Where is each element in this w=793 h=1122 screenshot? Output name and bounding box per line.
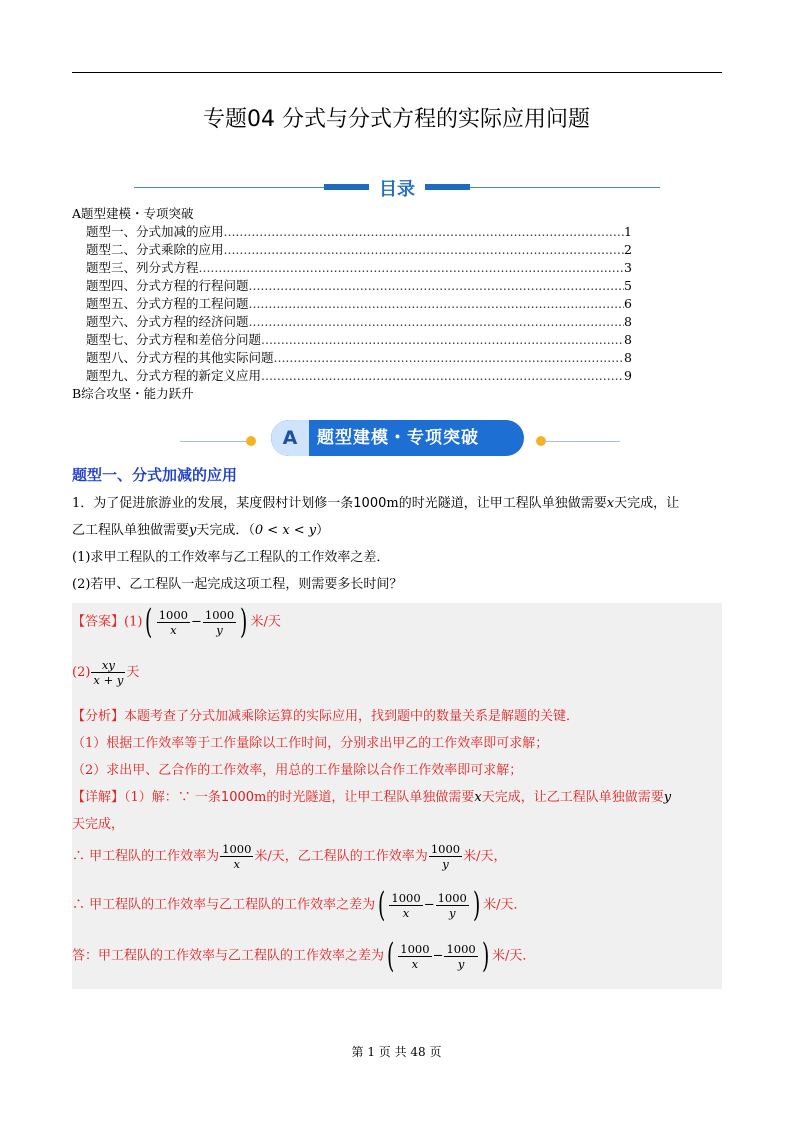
toc-group-b[interactable]: B综合攻坚・能力跃升 — [72, 386, 194, 401]
toc-heading — [134, 176, 660, 198]
detail-line-conclusion: 答：甲工程队的工作效率与乙工程队的工作效率之差为( $\frac{1000}{x}$ − $\frac{1000}{y}$ ) 米/天． — [72, 936, 536, 976]
page-footer: 第 1 页 共 48 页 — [351, 1045, 442, 1059]
section-title: 题型一、分式加减的应用 — [72, 466, 238, 484]
toc-item[interactable]: 题型五、分式方程的工程问题 ..... 6 — [72, 295, 632, 313]
toc-item[interactable]: 题型三、列分式方程 ..... 3 — [72, 259, 632, 277]
table-of-contents — [72, 205, 632, 403]
banner-line-right — [544, 441, 620, 442]
toc-group-a[interactable]: A题型建模・专项突破 — [72, 206, 194, 221]
toc-item[interactable]: 题型二、分式乘除的应用 ..... 2 — [72, 241, 632, 259]
toc-item[interactable]: 题型九、分式方程的新定义应用 ..... 9 — [72, 367, 632, 385]
banner-dot-left — [246, 436, 256, 446]
answer-line-1: 【答案】(1)( $\frac{1000}{x}$ − $\frac{1000}{y}$ ) 米/天 — [72, 602, 281, 642]
analysis-block: 【分析】本题考查了分式加减乘除运算的实际应用，找到题中的数量关系是解题的关键． （1）根据工作效率等于工作量除以工作时间，分别求出甲乙的工作效率即可求解； （2）求出甲、乙合作的工作效率，用总的工作量除以合作工作效率即可求解； 【详解】（1）解：∵ 一条1000m的时光隧道，让甲工程队单独做需要x天完成，让乙工程队单独做需要y 天完成， — [72, 709, 672, 832]
toc-heading-bar-right — [422, 184, 470, 190]
answer-line-2: (2) $\frac{xy}{x + y}$ 天 — [72, 658, 140, 687]
toc-item[interactable]: 题型一、分式加减的应用 ..... 1 — [72, 223, 632, 241]
toc-item[interactable]: 题型七、分式方程和差倍分问题 ..... 8 — [72, 331, 632, 349]
detail-line-difference: ∴ 甲工程队的工作效率与乙工程队的工作效率之差为( $\frac{1000}{x}$ − $\frac{1000}{y}$ ) 米/天． — [72, 885, 527, 925]
page-title: 专题04 分式与分式方程的实际应用问题 — [203, 107, 590, 132]
question-line-1: 1．为了促进旅游业的发展，某度假村计划修一条1000m的时光隧道，让甲工程队单独做需要x天完成，让 — [72, 496, 680, 511]
toc-item[interactable]: 题型六、分式方程的经济问题 ..... 8 — [72, 313, 632, 331]
question-stem — [72, 490, 724, 598]
question-part-2: (2)若甲、乙工程队一起完成这项工程，则需要多长时间？ — [72, 577, 403, 592]
banner-pill — [271, 420, 524, 456]
toc-item[interactable]: 题型八、分式方程的其他实际问题 ..... 8 — [72, 349, 632, 367]
banner-letter: A — [271, 420, 309, 456]
header-rule — [72, 72, 722, 73]
toc-heading-label: 目录 — [369, 175, 425, 201]
toc-item[interactable]: 题型四、分式方程的行程问题 ..... 5 — [72, 277, 632, 295]
section-banner — [180, 420, 620, 456]
question-part-1: (1)求甲工程队的工作效率与乙工程队的工作效率之差． — [72, 550, 390, 565]
banner-text: 题型建模・专项突破 — [317, 428, 479, 448]
toc-heading-bar-left — [324, 184, 372, 190]
detail-line-efficiency: ∴ 甲工程队的工作效率为 $\frac{1000}{x}$ 米/天，乙工程队的工作效率为 $\frac{1000}{y}$ 米/天， — [72, 842, 507, 871]
question-line-2: 乙工程队单独做需要y天完成．（0 < x < y） — [72, 523, 330, 538]
banner-line-left — [180, 441, 250, 442]
